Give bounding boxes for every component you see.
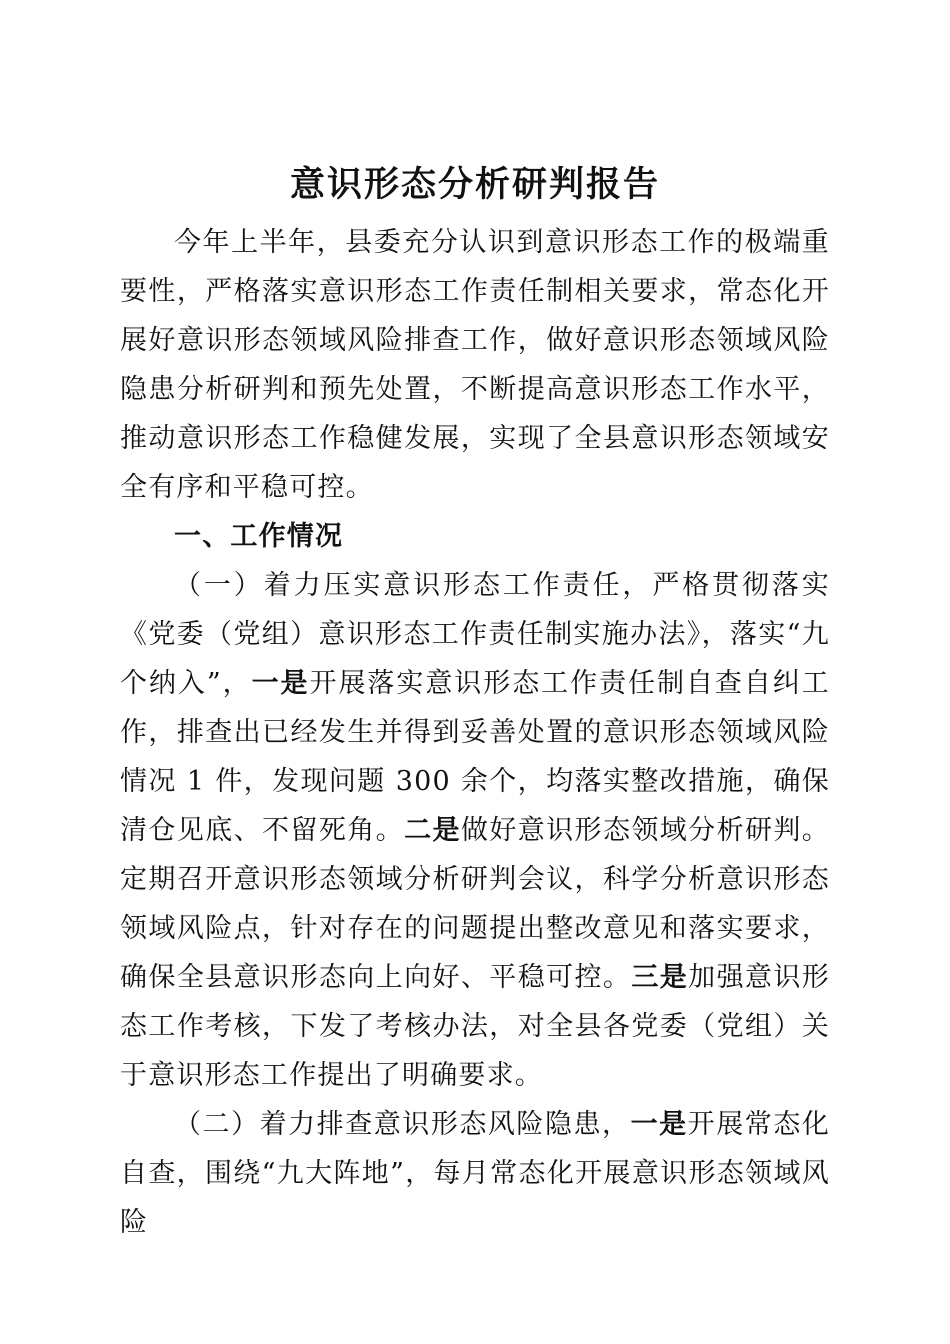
paragraph-lead: （一）着力压实意识形态工作责任，严格贯彻落实《党委（党组）意识形态工作责任制实施办法》，落实“九个纳入”， <box>120 570 830 699</box>
point-text-2: 做好意识形态领域分析研判。定期召开意识形态领域分析研判会议，科学分析意识形态领域风险点，针对存在的问题提出整改意见和落实要求，确保全县意识形态向上向好、平稳可控。 <box>120 815 830 993</box>
point-marker-2: 二是 <box>404 815 461 846</box>
point-text-1: 开展落实意识形态工作责任制自查自纠工作，排查出已经发生并得到妥善处置的意识形态领域风险情况 1 件，发现问题 300 余个，均落实整改措施，确保清仓见底、不留死角。 <box>120 668 830 846</box>
paragraph-section-1-2 <box>120 1100 830 1247</box>
paragraph-lead: （二）着力排查意识形态风险隐患， <box>174 1109 631 1140</box>
point-marker-1: 一是 <box>251 668 310 699</box>
point-marker-1: 一是 <box>630 1109 688 1140</box>
point-text-3: 加强意识形态工作考核，下发了考核办法，对全县各党委（党组）关于意识形态工作提出了明确要求。 <box>120 962 831 1091</box>
point-text-1: 开展常态化自查，围绕“九大阵地”，每月常态化开展意识形态领域风险 <box>120 1109 830 1238</box>
paragraph-section-1-1 <box>120 561 830 1100</box>
intro-paragraph: 今年上半年，县委充分认识到意识形态工作的极端重要性，严格落实意识形态工作责任制相关要求，常态化开展好意识形态领域风险排查工作，做好意识形态领域风险隐患分析研判和预先处置，不断提高意识形态工作水平，推动意识形态工作稳健发展，实现了全县意识形态领域安全有序和平稳可控。 <box>120 227 830 503</box>
document-body <box>120 218 830 1247</box>
point-marker-3: 三是 <box>631 962 689 993</box>
section-heading: 一、工作情况 <box>174 521 344 552</box>
document-title: 意识形态分析研判报告 <box>289 164 660 206</box>
